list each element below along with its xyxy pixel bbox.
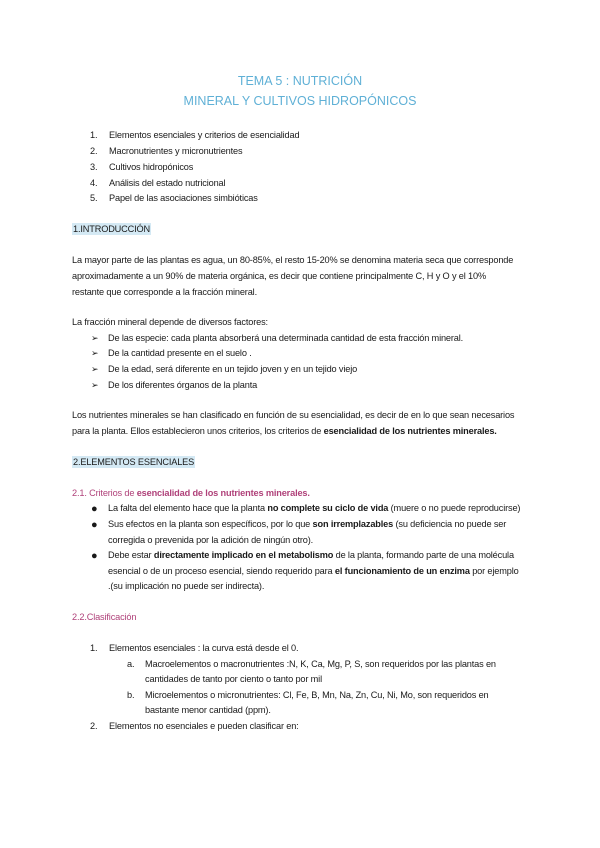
bold-text: esencialidad de los nutrientes minerales. [136,488,310,498]
subitem-line: bastante menor cantidad (ppm). [145,705,271,715]
text: para la planta. Ellos establecieron unos criterios, los criterios de [72,426,324,436]
toc-item: Papel de las asociaciones simbióticas [109,193,258,203]
subheading-criteria [72,488,310,498]
toc-num: 5. [90,193,98,203]
arrow-bullet-icon: ➢ [91,364,99,374]
arrow-bullet-icon: ➢ [91,333,99,343]
text: Debe estar [108,550,154,560]
bold-text: el funcionamiento de un enzima [334,566,470,576]
bold-text: esencialidad de los nutrientes minerales. [323,426,497,436]
classification-item: Elementos esenciales : la curva está desde el 0. [109,643,299,653]
factor-item: De las especie: cada planta absorberá una determinada cantidad de esta fracción mineral. [108,333,464,343]
intro-p3-line2 [72,426,497,436]
criteria-item-cont: corregida o prevenida por la adición de ningún otro). [108,535,314,545]
subitem-line: Macroelementos o macronutrientes :N, K, Ca, Mg, P, S, son requeridos por las plantas en [145,659,496,669]
doc-title-line1: TEMA 5 : NUTRICIÓN [237,74,363,88]
subitem-line: Microelementos o micronutrientes: Cl, Fe, B, Mn, Na, Zn, Cu, Ni, Mo, son requeridos en [145,690,489,700]
text: (su deficiencia no puede ser [393,519,507,529]
toc-item: Cultivos hidropónicos [109,162,194,172]
list-num: 2. [90,721,98,731]
toc-item: Elementos esenciales y criterios de esencialidad [109,130,300,140]
intro-p1-line: La mayor parte de las plantas es agua, un 80-85%, el resto 15-20% se denomina materia seca que corresponde [72,255,514,265]
criteria-item-cont [108,566,519,576]
bold-text: son irremplazables [312,519,394,529]
factor-item: De la edad, será diferente en un tejido joven y en un tejido viejo [108,364,358,374]
text: 2.1. Criterios de [72,488,137,498]
criteria-item [108,519,506,529]
classification-item: Elementos no esenciales e pueden clasificar en: [109,721,299,731]
bullet-icon: ● [91,503,98,515]
bold-text: directamente implicado en el metabolismo [153,550,334,560]
intro-p2: La fracción mineral depende de diversos factores: [72,317,268,327]
criteria-item [108,503,520,513]
toc-item: Macronutrientes y micronutrientes [109,146,243,156]
arrow-bullet-icon: ➢ [91,348,99,358]
toc-num: 2. [90,146,98,156]
text: Sus efectos en la planta son específicos, por lo que [108,519,313,529]
bold-text: no complete su ciclo de vida [267,503,389,513]
bullet-icon: ● [91,550,98,562]
toc-num: 3. [90,162,98,172]
bullet-icon: ● [91,519,98,531]
intro-p1-line: aproximadamente a un 90% de materia orgánica, es decir que contiene principalmente C, H y O y el 10% [72,271,486,281]
section-heading-essentials [72,457,195,467]
subheading-classification: 2.2.Clasificación [72,612,137,622]
factor-item: De los diferentes órganos de la planta [108,380,258,390]
text: de la planta, formando parte de una molécula [333,550,514,560]
arrow-bullet-icon: ➢ [91,380,99,390]
criteria-item [108,550,514,560]
essentials-heading: 2.ELEMENTOS ESENCIALES [73,457,195,467]
intro-p3-line1: Los nutrientes minerales se han clasificado en función de su esencialidad, es decir de en lo que sean necesarios [72,410,515,420]
intro-p1-line: restante que corresponde a la fracción mineral. [72,287,257,297]
list-letter: a. [127,659,135,669]
list-letter: b. [127,690,135,700]
text: esencial o de un proceso esencial, siendo requerido para [108,566,335,576]
text: (muere o no puede reproducirse) [388,503,521,513]
toc-num: 1. [90,130,98,140]
intro-heading: 1.INTRODUCCIÓN [73,224,151,234]
factor-item: De la cantidad presente en el suelo . [108,348,252,358]
toc-num: 4. [90,178,98,188]
subitem-line: cantidades de tanto por ciento o tanto por mil [145,674,322,684]
criteria-item-cont: .(su implicación no puede ser indirecta). [108,581,265,591]
doc-title-line2: MINERAL Y CULTIVOS HIDROPÓNICOS [183,94,417,108]
list-num: 1. [90,643,98,653]
toc-item: Análisis del estado nutricional [109,178,226,188]
text: La falta del elemento hace que la planta [108,503,268,513]
text: por ejemplo [469,566,519,576]
section-heading-introduction [72,224,151,234]
